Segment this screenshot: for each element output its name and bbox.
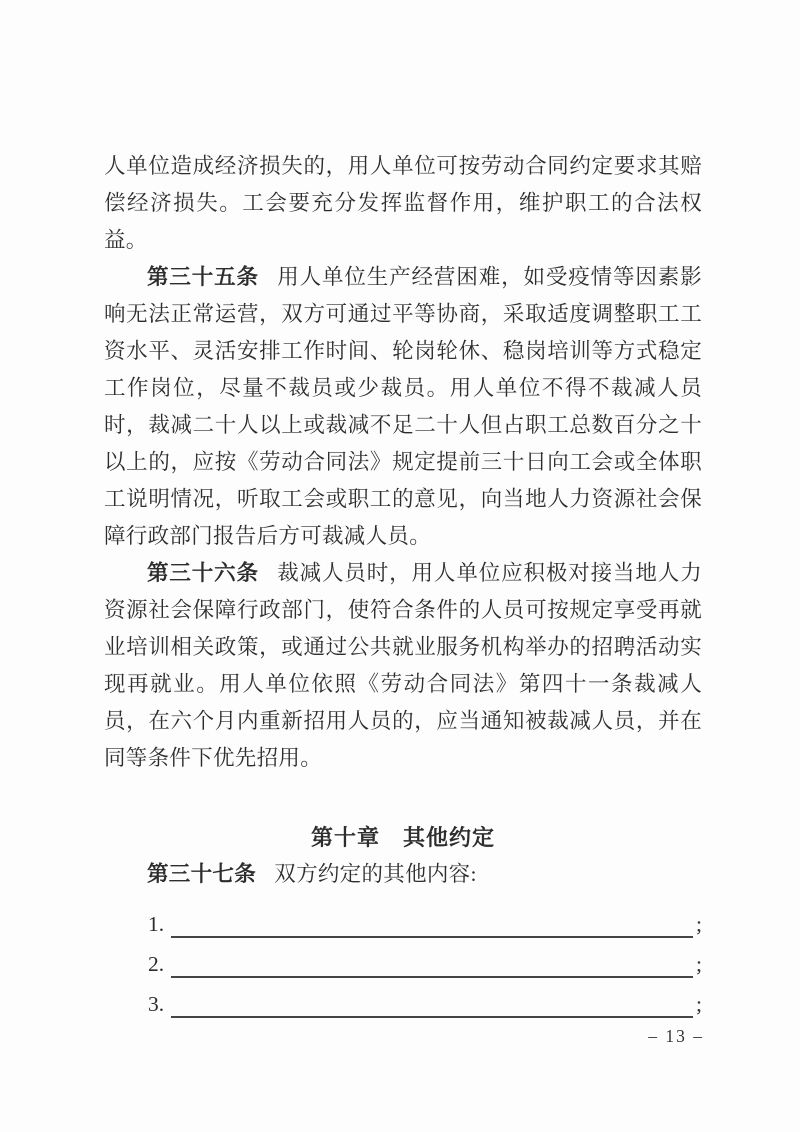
article-36-text: 裁减人员时，用人单位应积极对接当地人力资源社会保障行政部门，使符合条件的人员可按规定享受再就业培训相关政策，或通过公共就业服务机构举办的招聘活动实现再就业。用人单位依照《劳动合同法》第四十一条裁减人员，在六个月内重新招用人员的，应当通知被裁减人员，并在同等条件下优先招用。 — [104, 561, 702, 770]
item-suffix: ; — [696, 912, 702, 936]
article-37-number: 第三十七条 — [147, 862, 257, 886]
item-number: 1. — [148, 912, 165, 936]
item-number: 2. — [148, 952, 165, 976]
item-suffix: ; — [696, 952, 702, 976]
blank-item-1 — [148, 898, 702, 938]
fill-in-line — [171, 990, 693, 1018]
article-35-number: 第三十五条 — [147, 265, 259, 289]
paragraph-article-37 — [104, 856, 702, 893]
paragraph-continuation: 人单位造成经济损失的，用人单位可按劳动合同约定要求其赔偿经济损失。工会要充分发挥监督作用，维护职工的合法权益。 — [104, 154, 702, 252]
page-content — [104, 148, 702, 1018]
article-36-number: 第三十六条 — [147, 561, 259, 585]
blank-item-2 — [148, 938, 702, 978]
item-number: 3. — [148, 992, 165, 1016]
fill-in-line — [171, 950, 693, 978]
page-number: – 13 – — [648, 1026, 704, 1046]
article-35-text: 用人单位生产经营困难，如受疫情等因素影响无法正常运营，双方可通过平等协商，采取适度调整职工工资水平、灵活安排工作时间、轮岗轮休、稳岗培训等方式稳定工作岗位，尽量不裁员或少裁员。用人单位不得不裁减人员时，裁减二十人以上或裁减不足二十人但占职工总数百分之十以上的，应按《劳动合同法》规定提前三十日向工会或全体职工说明情况，听取工会或职工的意见，向当地人力资源社会保障行政部门报告后方可裁减人员。 — [104, 265, 702, 548]
chapter-heading: 第十章 其他约定 — [310, 825, 495, 850]
paragraph-article-35 — [104, 259, 702, 555]
blank-items-list — [104, 898, 702, 1018]
paragraph-article-36 — [104, 555, 702, 777]
fill-in-line — [171, 910, 693, 938]
item-suffix: ; — [696, 992, 702, 1016]
blank-item-3 — [148, 978, 702, 1018]
article-37-text: 双方约定的其他内容: — [274, 862, 477, 886]
